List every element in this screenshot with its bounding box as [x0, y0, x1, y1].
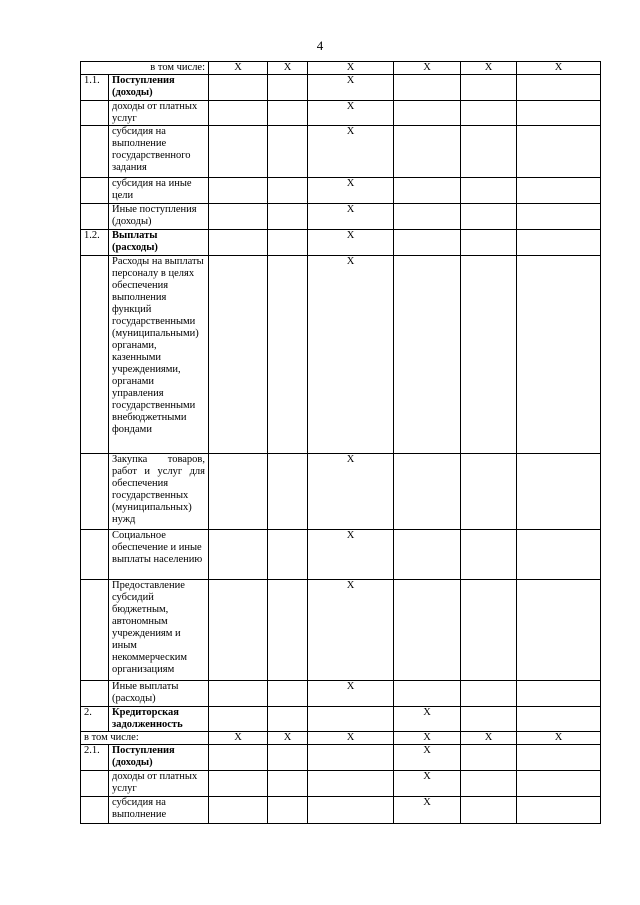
- cell-empty: [517, 745, 601, 771]
- row-label: субсидия на иные цели: [109, 178, 209, 204]
- cell-empty: [209, 204, 268, 230]
- row-label: Поступления (доходы): [109, 75, 209, 101]
- row-label: Выплаты (расходы): [109, 230, 209, 256]
- cell-mark: Х: [517, 62, 601, 75]
- table-row: [81, 454, 601, 530]
- cell-empty: [394, 204, 461, 230]
- table-row: [81, 101, 601, 126]
- table-row: [81, 580, 601, 681]
- cell-empty: [209, 530, 268, 580]
- row-label: в том числе:: [81, 732, 209, 745]
- cell-mark: Х: [268, 62, 308, 75]
- cell-empty: [517, 75, 601, 101]
- row-label: Расходы на выплаты персоналу в целях обеспечения выполнения функций государственными (муниципальными) органами, казенными учреждениями, органами управления государственными внебюджетными фондами: [109, 256, 209, 454]
- cell-empty: [268, 454, 308, 530]
- cell-empty: [461, 745, 517, 771]
- cell-mark: Х: [394, 732, 461, 745]
- table-row: [81, 178, 601, 204]
- cell-empty: [209, 178, 268, 204]
- row-label: Иные поступления (доходы): [109, 204, 209, 230]
- cell-empty: [461, 530, 517, 580]
- table-row: [81, 797, 601, 824]
- cell-empty: [517, 530, 601, 580]
- row-label: Иные выплаты (расходы): [109, 681, 209, 707]
- table-row: [81, 745, 601, 771]
- cell-mark: Х: [394, 797, 461, 824]
- cell-empty: [209, 101, 268, 126]
- cell-mark: Х: [308, 530, 394, 580]
- table-row: [81, 204, 601, 230]
- row-number: 2.: [81, 707, 109, 732]
- cell-empty: [461, 454, 517, 530]
- cell-empty: [394, 230, 461, 256]
- cell-empty: [461, 75, 517, 101]
- cell-empty: [461, 256, 517, 454]
- cell-mark: Х: [209, 732, 268, 745]
- row-number: [81, 454, 109, 530]
- cell-mark: Х: [517, 732, 601, 745]
- cell-mark: Х: [308, 75, 394, 101]
- cell-empty: [268, 771, 308, 797]
- row-label: субсидия на выполнение: [109, 797, 209, 824]
- row-number: 1.2.: [81, 230, 109, 256]
- report-table: [80, 61, 601, 824]
- row-number: [81, 101, 109, 126]
- table-row: [81, 530, 601, 580]
- cell-empty: [517, 707, 601, 732]
- cell-empty: [394, 75, 461, 101]
- cell-empty: [308, 771, 394, 797]
- cell-empty: [461, 178, 517, 204]
- row-label: в том числе:: [81, 62, 209, 75]
- row-label: Кредиторская задолженность: [109, 707, 209, 732]
- cell-empty: [517, 580, 601, 681]
- cell-empty: [517, 797, 601, 824]
- cell-mark: Х: [308, 62, 394, 75]
- cell-empty: [461, 204, 517, 230]
- cell-mark: Х: [461, 62, 517, 75]
- cell-empty: [268, 707, 308, 732]
- cell-empty: [461, 771, 517, 797]
- cell-empty: [394, 101, 461, 126]
- table-row: [81, 126, 601, 178]
- row-number: [81, 681, 109, 707]
- cell-mark: Х: [394, 771, 461, 797]
- cell-mark: Х: [308, 204, 394, 230]
- cell-empty: [461, 126, 517, 178]
- table-row: [81, 230, 601, 256]
- cell-empty: [394, 256, 461, 454]
- cell-mark: Х: [308, 732, 394, 745]
- cell-empty: [461, 580, 517, 681]
- table-row: [81, 75, 601, 101]
- row-label: Предоставление субсидий бюджетным, автономным учреждениям и иным некоммерческим организациям: [109, 580, 209, 681]
- cell-empty: [461, 797, 517, 824]
- cell-mark: Х: [394, 745, 461, 771]
- cell-empty: [268, 681, 308, 707]
- row-number: [81, 256, 109, 454]
- cell-empty: [517, 256, 601, 454]
- cell-empty: [209, 745, 268, 771]
- row-label: субсидия на выполнение государственного задания: [109, 126, 209, 178]
- cell-empty: [308, 707, 394, 732]
- row-number: [81, 580, 109, 681]
- cell-empty: [461, 230, 517, 256]
- cell-mark: Х: [308, 681, 394, 707]
- row-number: 1.1.: [81, 75, 109, 101]
- row-label: Закупка товаров, работ и услуг для обеспечения государственных (муниципальных) нужд: [109, 454, 209, 530]
- row-number: [81, 797, 109, 824]
- cell-empty: [268, 101, 308, 126]
- cell-empty: [394, 126, 461, 178]
- cell-empty: [517, 681, 601, 707]
- cell-empty: [394, 454, 461, 530]
- cell-empty: [517, 230, 601, 256]
- cell-empty: [209, 75, 268, 101]
- row-number: 2.1.: [81, 745, 109, 771]
- row-number: [81, 178, 109, 204]
- cell-empty: [394, 178, 461, 204]
- cell-mark: Х: [268, 732, 308, 745]
- cell-mark: Х: [308, 126, 394, 178]
- row-number: [81, 530, 109, 580]
- cell-mark: Х: [308, 256, 394, 454]
- cell-empty: [209, 230, 268, 256]
- cell-mark: Х: [308, 454, 394, 530]
- cell-empty: [517, 126, 601, 178]
- cell-empty: [209, 580, 268, 681]
- cell-empty: [209, 681, 268, 707]
- cell-empty: [308, 745, 394, 771]
- row-label: Поступления (доходы): [109, 745, 209, 771]
- table-row: [81, 732, 601, 745]
- cell-empty: [268, 256, 308, 454]
- cell-empty: [461, 681, 517, 707]
- cell-mark: Х: [394, 62, 461, 75]
- cell-mark: Х: [394, 707, 461, 732]
- cell-empty: [209, 454, 268, 530]
- cell-empty: [308, 797, 394, 824]
- cell-mark: Х: [308, 178, 394, 204]
- cell-empty: [268, 797, 308, 824]
- cell-mark: Х: [308, 580, 394, 681]
- cell-empty: [209, 256, 268, 454]
- cell-empty: [268, 204, 308, 230]
- cell-empty: [268, 745, 308, 771]
- table-row: [81, 681, 601, 707]
- table-row: [81, 707, 601, 732]
- table-row: [81, 256, 601, 454]
- row-number: [81, 771, 109, 797]
- row-number: [81, 204, 109, 230]
- row-number: [81, 126, 109, 178]
- cell-empty: [268, 126, 308, 178]
- cell-empty: [268, 178, 308, 204]
- cell-empty: [209, 126, 268, 178]
- cell-mark: Х: [308, 101, 394, 126]
- cell-empty: [268, 530, 308, 580]
- cell-empty: [461, 101, 517, 126]
- cell-empty: [268, 230, 308, 256]
- page-number: 4: [316, 38, 324, 53]
- row-label: Социальное обеспечение и иные выплаты населению: [109, 530, 209, 580]
- cell-empty: [517, 204, 601, 230]
- cell-empty: [394, 530, 461, 580]
- cell-empty: [209, 771, 268, 797]
- cell-empty: [209, 797, 268, 824]
- cell-empty: [517, 101, 601, 126]
- cell-mark: Х: [461, 732, 517, 745]
- cell-empty: [209, 707, 268, 732]
- cell-empty: [517, 454, 601, 530]
- cell-empty: [268, 75, 308, 101]
- cell-mark: Х: [308, 230, 394, 256]
- cell-empty: [517, 771, 601, 797]
- row-label: доходы от платных услуг: [109, 101, 209, 126]
- table-row: [81, 771, 601, 797]
- cell-empty: [517, 178, 601, 204]
- cell-mark: Х: [209, 62, 268, 75]
- row-label: доходы от платных услуг: [109, 771, 209, 797]
- cell-empty: [268, 580, 308, 681]
- table-row: [81, 62, 601, 75]
- cell-empty: [394, 580, 461, 681]
- cell-empty: [394, 681, 461, 707]
- cell-empty: [461, 707, 517, 732]
